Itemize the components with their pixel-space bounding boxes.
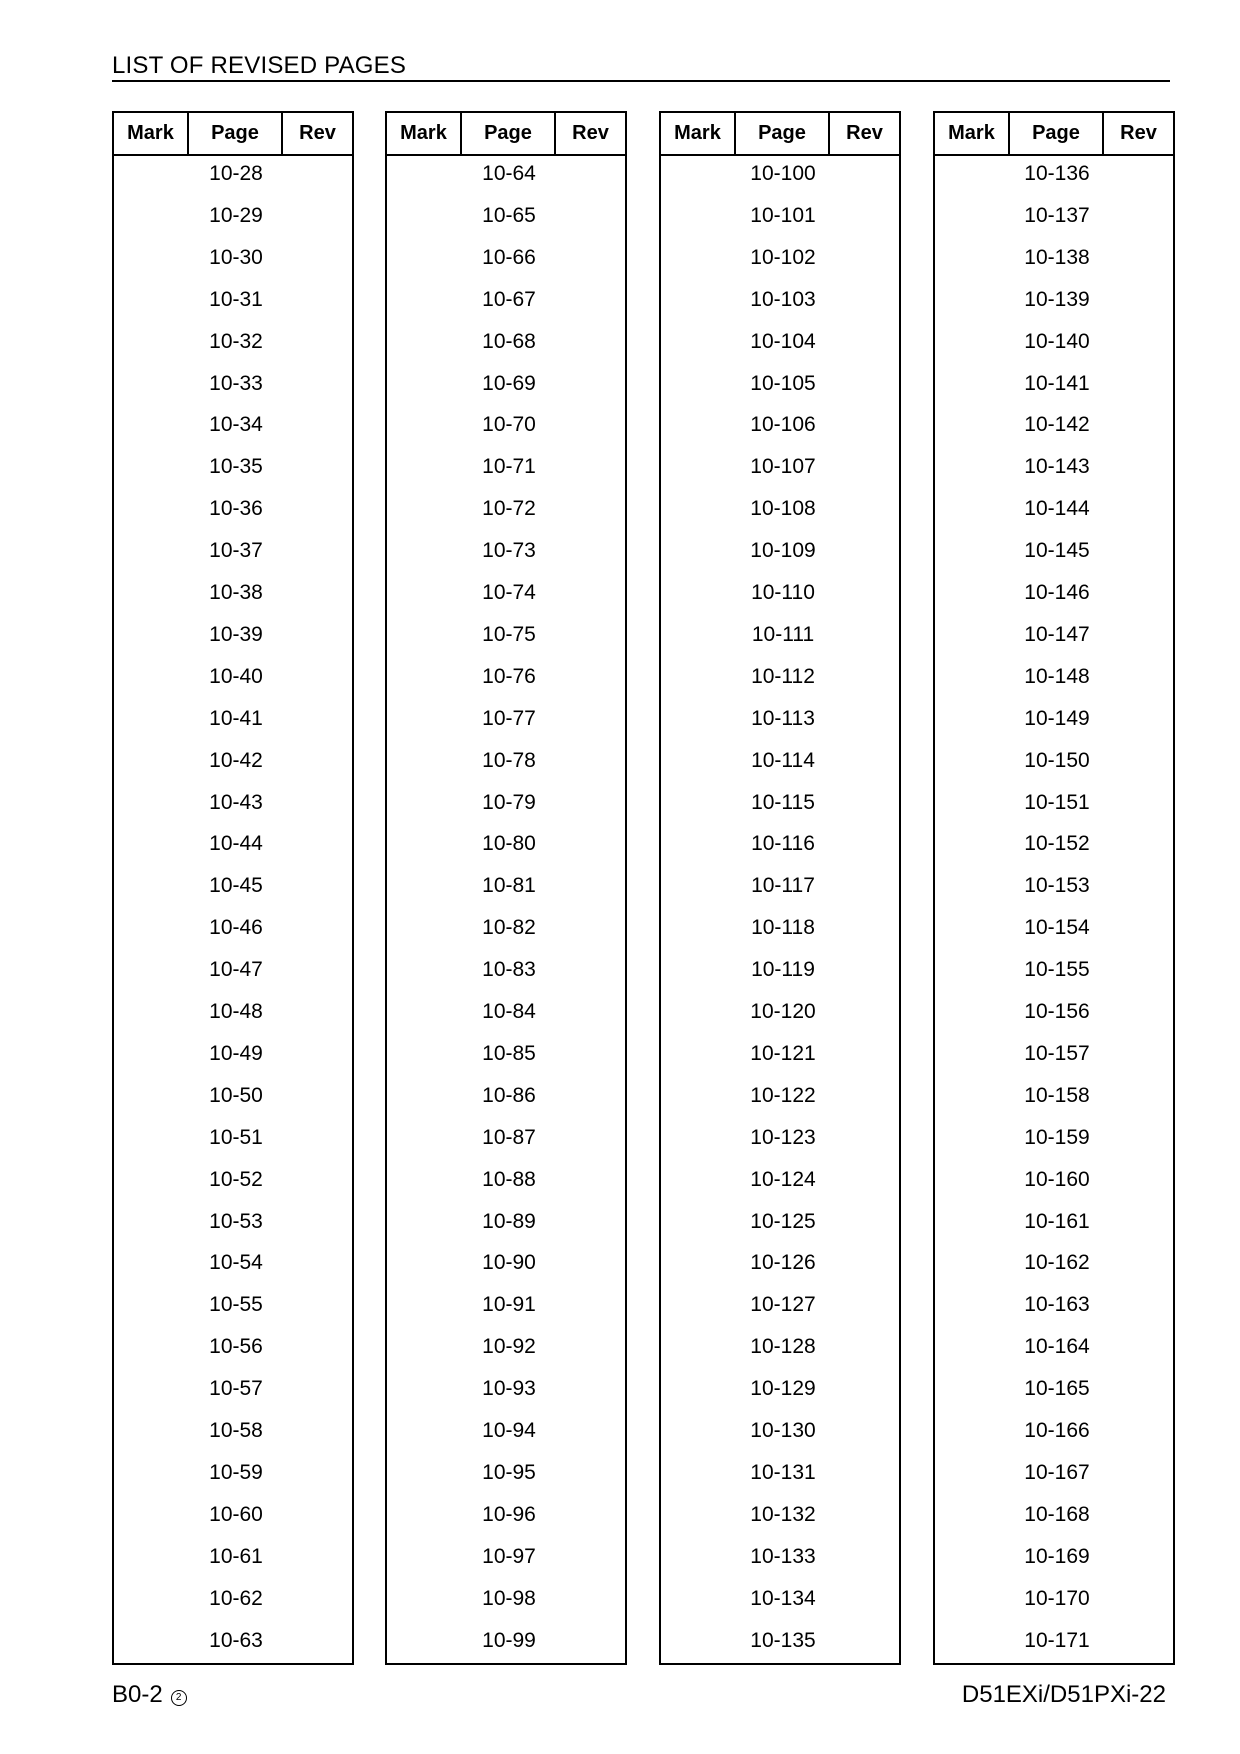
page-number-cell: 10-80: [482, 832, 536, 856]
page-number-cell: 10-94: [482, 1419, 536, 1442]
page-number-cell: 10-160: [1024, 1167, 1090, 1191]
page-number-cell: 10-82: [482, 916, 536, 940]
page-number-cell: 10-38: [209, 581, 263, 604]
revised-pages-table: [933, 111, 1175, 1665]
page-number-cell: 10-130: [750, 1419, 816, 1442]
page-number-cell: 10-129: [750, 1377, 816, 1401]
page-number-cell: 10-106: [750, 413, 816, 437]
page-number-cell: 10-126: [750, 1251, 816, 1275]
page-number-cell: 10-84: [482, 1000, 536, 1023]
page-number-cell: 10-115: [751, 790, 815, 814]
page-number-cell: 10-100: [750, 162, 816, 185]
page-number-cell: 10-79: [482, 790, 536, 814]
header-mark: Mark: [387, 113, 462, 154]
page-number-cell: 10-59: [209, 1460, 263, 1484]
page-number-cell: 10-114: [751, 748, 815, 772]
page-number-cell: 10-77: [482, 706, 536, 730]
page-number-cell: 10-102: [750, 245, 816, 269]
page-number-cell: 10-46: [209, 916, 263, 940]
revised-pages-table: [659, 111, 901, 1665]
page-number-cell: 10-151: [1024, 790, 1090, 814]
page-number-cell: 10-127: [750, 1293, 816, 1317]
page-number-cell: 10-87: [482, 1125, 536, 1149]
page-number-cell: 10-28: [209, 162, 263, 185]
table-header: [935, 113, 1173, 156]
page-number-cell: 10-146: [1024, 581, 1090, 604]
page-number-cell: 10-35: [209, 455, 263, 479]
page-number-cell: 10-104: [750, 329, 816, 353]
header-mark: Mark: [661, 113, 736, 154]
page-number-cell: 10-164: [1024, 1335, 1090, 1359]
page-number-cell: 10-37: [209, 539, 263, 563]
page-number-cell: 10-41: [209, 706, 263, 730]
page-number-cell: 10-65: [482, 203, 536, 227]
page-number-cell: 10-170: [1024, 1586, 1090, 1610]
page-number-cell: 10-73: [482, 539, 536, 563]
page-number-cell: 10-159: [1024, 1125, 1090, 1149]
page-number-cell: 10-97: [482, 1544, 536, 1568]
page-number-cell: 10-51: [209, 1125, 263, 1149]
page-number-cell: 10-67: [482, 287, 536, 311]
footer-page-code: [112, 1680, 187, 1710]
page-number-cell: 10-43: [209, 790, 263, 814]
header-rev: Rev: [1120, 122, 1157, 144]
page-number-cell: 10-132: [750, 1502, 816, 1526]
page-number-cell: 10-29: [209, 203, 263, 227]
page-number-cell: 10-81: [482, 874, 536, 898]
page-number-cell: 10-142: [1024, 413, 1090, 437]
page-number-cell: 10-120: [750, 1000, 816, 1023]
page-number-cell: 10-113: [751, 706, 815, 730]
page-number-cell: 10-128: [750, 1335, 816, 1359]
page-number-cell: 10-62: [209, 1586, 263, 1610]
page-number-cell: 10-55: [209, 1293, 263, 1317]
revised-pages-table: [385, 111, 627, 1665]
page-number-cell: 10-66: [482, 245, 536, 269]
page-number-cell: 10-54: [209, 1251, 263, 1275]
header-mark: Mark: [935, 113, 1010, 154]
page-number-cell: 10-92: [482, 1335, 536, 1359]
page-number-cell: 10-42: [209, 748, 263, 772]
header-page: Page: [462, 113, 556, 154]
page-number-cell: 10-61: [209, 1544, 263, 1568]
page-number-cell: 10-68: [482, 329, 536, 353]
header-page: Page: [736, 113, 830, 154]
page-number-cell: 10-148: [1024, 664, 1090, 688]
page-number-cell: 10-99: [482, 1628, 536, 1652]
table-header: [387, 113, 625, 156]
page-number-cell: 10-95: [482, 1460, 536, 1484]
page-number-cell: 10-156: [1024, 1000, 1090, 1023]
page-number-cell: 10-149: [1024, 706, 1090, 730]
page-number-cell: 10-57: [209, 1377, 263, 1401]
page-number-cell: 10-144: [1024, 497, 1090, 521]
page-number-cell: 10-153: [1024, 874, 1090, 898]
page-number-cell: 10-112: [751, 664, 815, 688]
page-number-cell: 10-76: [482, 664, 536, 688]
page-number-cell: 10-165: [1024, 1377, 1090, 1401]
page-number-cell: 10-60: [209, 1502, 263, 1526]
page-number-cell: 10-69: [482, 371, 536, 395]
page-number-cell: 10-110: [751, 581, 815, 604]
page-number-cell: 10-141: [1024, 371, 1090, 395]
table-header: [114, 113, 352, 156]
page-number-cell: 10-122: [750, 1083, 816, 1107]
page-number-cell: 10-58: [209, 1419, 263, 1442]
page-number-cell: 10-163: [1024, 1293, 1090, 1317]
page-number-cell: 10-93: [482, 1377, 536, 1401]
page-number-cell: 10-117: [751, 874, 815, 898]
page-number-cell: 10-171: [1024, 1628, 1090, 1652]
page-number-cell: 10-63: [209, 1628, 263, 1652]
page-number-cell: 10-143: [1024, 455, 1090, 479]
header-page: Page: [189, 113, 283, 154]
page-number-cell: 10-48: [209, 1000, 263, 1023]
page-number-cell: 10-111: [751, 622, 815, 646]
page-number-cell: 10-71: [482, 455, 536, 479]
revision-mark-icon: 2: [171, 1690, 187, 1706]
page-number-cell: 10-145: [1024, 539, 1090, 563]
page-number-cell: 10-131: [750, 1460, 816, 1484]
page-number-cell: 10-118: [751, 916, 815, 940]
page-number-cell: 10-56: [209, 1335, 263, 1359]
page-number-cell: 10-157: [1024, 1041, 1090, 1065]
page-number-cell: 10-90: [482, 1251, 536, 1275]
page-number-cell: 10-44: [209, 832, 263, 856]
page-number-cell: 10-108: [750, 497, 816, 521]
page-number-cell: 10-30: [209, 245, 263, 269]
page-number-cell: 10-121: [750, 1041, 816, 1065]
page-number-cell: 10-70: [482, 413, 536, 437]
page-number-cell: 10-168: [1024, 1502, 1090, 1526]
page-number-cell: 10-49: [209, 1041, 263, 1065]
page-number-cell: 10-103: [750, 287, 816, 311]
footer-model: D51EXi/D51PXi-22: [961, 1681, 1166, 1708]
page-number-cell: 10-72: [482, 497, 536, 521]
header-mark: Mark: [114, 113, 189, 154]
page-number-cell: 10-155: [1024, 958, 1090, 982]
table-header: [661, 113, 899, 156]
page-number-cell: 10-98: [482, 1586, 536, 1610]
page-number-cell: 10-78: [482, 748, 536, 772]
table-rows: [935, 154, 1173, 1663]
page-number-cell: 10-101: [750, 203, 816, 227]
page-number-cell: 10-88: [482, 1167, 536, 1191]
page-code: B0-2: [112, 1681, 163, 1708]
page-number-cell: 10-74: [482, 581, 536, 604]
page-number-cell: 10-162: [1024, 1251, 1090, 1275]
page-number-cell: 10-39: [209, 622, 263, 646]
page-number-cell: 10-36: [209, 497, 263, 521]
page-number-cell: 10-147: [1024, 622, 1090, 646]
revised-pages-table: [112, 111, 354, 1665]
page-number-cell: 10-119: [751, 958, 815, 982]
page-number-cell: 10-138: [1024, 245, 1090, 269]
page-number-cell: 10-125: [750, 1209, 816, 1233]
page-number-cell: 10-53: [209, 1209, 263, 1233]
page-number-cell: 10-91: [482, 1293, 536, 1317]
page-number-cell: 10-64: [482, 162, 536, 185]
header-rev: Rev: [572, 122, 609, 144]
page-number-cell: 10-75: [482, 622, 536, 646]
table-rows: [661, 154, 899, 1663]
page-number-cell: 10-139: [1024, 287, 1090, 311]
page-number-cell: 10-45: [209, 874, 263, 898]
header-page: Page: [1010, 113, 1104, 154]
page-number-cell: 10-154: [1024, 916, 1090, 940]
page-number-cell: 10-83: [482, 958, 536, 982]
page-number-cell: 10-40: [209, 664, 263, 688]
page-number-cell: 10-134: [750, 1586, 816, 1610]
page-number-cell: 10-116: [751, 832, 815, 856]
page-number-cell: 10-85: [482, 1041, 536, 1065]
table-rows: [387, 154, 625, 1663]
page-number-cell: 10-86: [482, 1083, 536, 1107]
revised-pages-tables: [0, 111, 1240, 1665]
page-number-cell: 10-47: [209, 958, 263, 982]
page-number-cell: 10-96: [482, 1502, 536, 1526]
page-number-cell: 10-158: [1024, 1083, 1090, 1107]
page-number-cell: 10-52: [209, 1167, 263, 1191]
page-number-cell: 10-109: [750, 539, 816, 563]
page-number-cell: 10-31: [209, 287, 263, 311]
page-number-cell: 10-140: [1024, 329, 1090, 353]
page-number-cell: 10-166: [1024, 1419, 1090, 1442]
page-number-cell: 10-169: [1024, 1544, 1090, 1568]
page-number-cell: 10-167: [1024, 1460, 1090, 1484]
page-number-cell: 10-105: [750, 371, 816, 395]
page-number-cell: 10-136: [1024, 162, 1090, 185]
page-number-cell: 10-33: [209, 371, 263, 395]
page-number-cell: 10-161: [1024, 1209, 1090, 1233]
table-rows: [114, 154, 352, 1663]
page-number-cell: 10-133: [750, 1544, 816, 1568]
header-rev: Rev: [299, 122, 336, 144]
page-number-cell: 10-32: [209, 329, 263, 353]
page-number-cell: 10-123: [750, 1125, 816, 1149]
page-number-cell: 10-50: [209, 1083, 263, 1107]
page-title: LIST OF REVISED PAGES: [112, 52, 1170, 82]
page-number-cell: 10-34: [209, 413, 263, 437]
page-number-cell: 10-89: [482, 1209, 536, 1233]
page-number-cell: 10-137: [1024, 203, 1090, 227]
page-number-cell: 10-124: [750, 1167, 816, 1191]
page-number-cell: 10-152: [1024, 832, 1090, 856]
page-number-cell: 10-150: [1024, 748, 1090, 772]
page-number-cell: 10-107: [750, 455, 816, 479]
header-rev: Rev: [846, 122, 883, 144]
page-number-cell: 10-135: [750, 1628, 816, 1652]
